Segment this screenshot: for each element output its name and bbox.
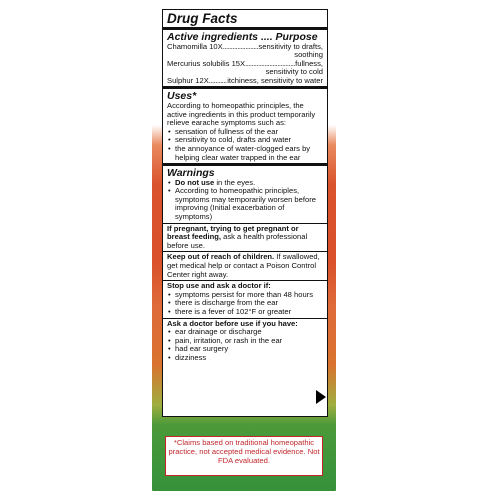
pregnancy-warning [163, 225, 327, 251]
claims-disclaimer: *Claims based on traditional homeopathic practice, not accepted medical evidence. Not FDA evaluated. [165, 436, 323, 476]
list-item: • sensation of fullness of the ear [167, 128, 323, 137]
list-item: • there is a fever of 102°F or greater [167, 308, 323, 317]
continue-arrow-icon [316, 390, 326, 404]
uses-heading: Uses* [167, 89, 197, 102]
divider [163, 163, 327, 166]
list-item: • sensitivity to cold, drafts and water [167, 136, 323, 145]
list-item: • symptoms persist for more than 48 hours [167, 291, 323, 300]
stop-use-section [163, 282, 327, 316]
ingredient-purpose-cont: sensitivity to cold [265, 67, 323, 77]
children-warning [163, 253, 327, 279]
ingredient-name: Sulphur 12X [167, 75, 209, 85]
ingredient-name: Mercurius solubilis 15X [167, 58, 246, 68]
warnings-list [167, 179, 323, 222]
ingredient-purpose: itchiness, sensitivity to water [227, 75, 323, 85]
list-item: • ear drainage or discharge [167, 328, 323, 337]
active-ingredients-section [163, 31, 327, 86]
ingredient-name: Chamomilla 10X [167, 41, 223, 51]
uses-section [163, 90, 327, 162]
warnings-heading: Warnings [167, 166, 215, 179]
ask-doctor-heading: Ask a doctor before use if you have: [167, 318, 298, 328]
list-item: • pain, irritation, or rash in the ear [167, 337, 323, 346]
drug-facts-panel [162, 9, 328, 417]
uses-list [167, 128, 323, 162]
list-item: • the annoyance of water-clogged ears by helping clear water trapped in the ear [167, 145, 323, 162]
uses-intro: According to homeopathic principles, the active ingredients in this product temporarily relieve earache symptoms such as: [167, 100, 316, 128]
list-item: • dizziness [167, 354, 323, 363]
children-text: If swallowed, get medical help or contact a Poison Control Center right away. [167, 252, 320, 279]
pregnancy-text: ask a health professional before use. [167, 232, 308, 250]
warning-text: According to homeopathic principles, symptoms may temporarily worsen before improving (Initial exacerbation of symptoms) [175, 186, 316, 221]
ask-doctor-list [167, 328, 323, 362]
warning-text: in the eyes. [214, 177, 256, 187]
ingredient-purpose: fullness, [295, 58, 323, 68]
stop-use-heading: Stop use and ask a doctor if: [167, 281, 271, 291]
children-bold: Keep out of reach of children. [167, 252, 275, 262]
warning-bold: Do not use [175, 177, 215, 187]
warnings-section [163, 167, 327, 222]
drug-facts-title: Drug Facts [167, 11, 238, 26]
list-item: • there is discharge from the ear [167, 299, 323, 308]
leader-dots [223, 43, 259, 52]
ask-doctor-section [163, 320, 327, 363]
ingredient-purpose: sensitivity to drafts, [258, 41, 323, 51]
ingredient-row [167, 77, 323, 86]
active-ingredients-heading: Active ingredients .... Purpose [167, 30, 318, 43]
leader-dots [209, 77, 227, 86]
list-item [167, 187, 323, 221]
pregnancy-bold: If pregnant, trying to get pregnant or breast feeding, [167, 223, 299, 242]
ingredient-purpose-cont: soothing [294, 50, 323, 60]
list-item: • had ear surgery [167, 345, 323, 354]
stop-use-list [167, 291, 323, 317]
divider [163, 86, 327, 89]
divider [163, 27, 327, 30]
